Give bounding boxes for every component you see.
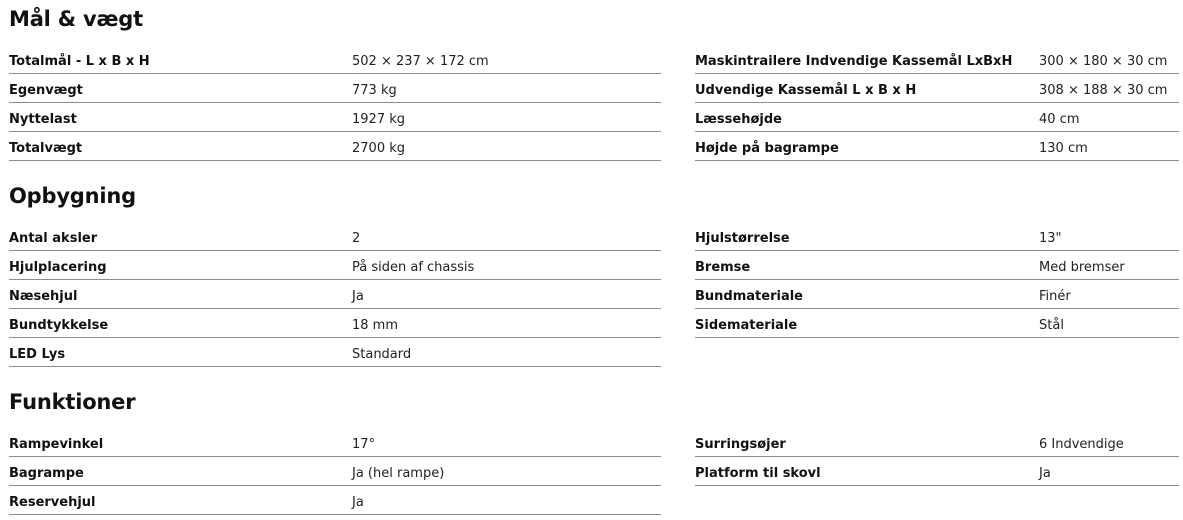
spec-label: Højde på bagrampe xyxy=(695,141,839,156)
spec-label: Læssehøjde xyxy=(695,112,782,127)
spec-label: Totalmål - L x B x H xyxy=(9,54,150,69)
spec-label: Bagrampe xyxy=(9,466,84,481)
spec-value: Ja xyxy=(1039,466,1051,481)
spec-label: Hjulplacering xyxy=(9,260,107,275)
spec-label: Bundmateriale xyxy=(695,289,803,304)
spec-value: Ja xyxy=(352,289,364,304)
spec-value: 773 kg xyxy=(352,83,397,98)
spec-label: Udvendige Kassemål L x B x H xyxy=(695,83,917,98)
section-title: Mål & vægt xyxy=(9,7,143,31)
spec-label: Hjulstørrelse xyxy=(695,231,790,246)
spec-row xyxy=(9,487,661,515)
spec-row xyxy=(695,133,1179,161)
spec-value: 130 cm xyxy=(1039,141,1088,156)
spec-value: Standard xyxy=(352,347,412,362)
spec-column-left xyxy=(9,223,661,368)
spec-row xyxy=(9,429,661,457)
spec-row xyxy=(695,252,1179,280)
spec-value: 502 × 237 × 172 cm xyxy=(352,54,489,69)
spec-label: Egenvægt xyxy=(9,83,83,98)
spec-value: Ja xyxy=(352,495,364,510)
spec-value: 308 × 188 × 30 cm xyxy=(1039,83,1168,98)
section-title: Funktioner xyxy=(9,390,136,414)
spec-value: Finér xyxy=(1039,289,1071,304)
spec-label: Totalvægt xyxy=(9,141,83,156)
spec-column-right xyxy=(695,429,1179,487)
spec-label: Bundtykkelse xyxy=(9,318,109,333)
spec-value: 300 × 180 × 30 cm xyxy=(1039,54,1168,69)
spec-label: Næsehjul xyxy=(9,289,78,304)
spec-row xyxy=(9,75,661,103)
spec-row xyxy=(695,429,1179,457)
spec-column-left xyxy=(9,46,661,162)
spec-row xyxy=(695,223,1179,251)
spec-row xyxy=(9,133,661,161)
spec-row xyxy=(695,75,1179,103)
spec-row xyxy=(695,281,1179,309)
spec-value: 17° xyxy=(352,437,376,452)
section-title: Opbygning xyxy=(9,184,136,208)
spec-row xyxy=(9,223,661,251)
spec-row xyxy=(9,46,661,74)
spec-label: Bremse xyxy=(695,260,751,275)
spec-column-right xyxy=(695,46,1179,162)
spec-value: Med bremser xyxy=(1039,260,1125,275)
spec-row xyxy=(695,310,1179,338)
spec-value: 6 Indvendige xyxy=(1039,437,1124,452)
spec-value: Ja (hel rampe) xyxy=(352,466,445,481)
spec-label: Nyttelast xyxy=(9,112,77,127)
spec-row xyxy=(9,310,661,338)
spec-value: Stål xyxy=(1039,318,1064,333)
spec-row xyxy=(9,339,661,367)
spec-row xyxy=(695,458,1179,486)
spec-value: 2700 kg xyxy=(352,141,405,156)
spec-label: Platform til skovl xyxy=(695,466,821,481)
spec-column-left xyxy=(9,429,661,516)
spec-label: LED Lys xyxy=(9,347,66,362)
spec-label: Maskintrailere Indvendige Kassemål LxBxH xyxy=(695,54,1013,69)
spec-label: Sidemateriale xyxy=(695,318,798,333)
spec-value: 13" xyxy=(1039,231,1062,246)
spec-label: Rampevinkel xyxy=(9,437,104,452)
spec-row xyxy=(695,46,1179,74)
spec-label: Reservehjul xyxy=(9,495,96,510)
spec-value: 1927 kg xyxy=(352,112,405,127)
spec-label: Surringsøjer xyxy=(695,437,786,452)
spec-value: 40 cm xyxy=(1039,112,1080,127)
spec-column-right xyxy=(695,223,1179,339)
spec-row xyxy=(695,104,1179,132)
spec-value: På siden af chassis xyxy=(352,260,475,275)
spec-label: Antal aksler xyxy=(9,231,98,246)
spec-value: 2 xyxy=(352,231,361,246)
spec-value: 18 mm xyxy=(352,318,399,333)
spec-row xyxy=(9,281,661,309)
spec-row xyxy=(9,252,661,280)
spec-row xyxy=(9,458,661,486)
spec-row xyxy=(9,104,661,132)
